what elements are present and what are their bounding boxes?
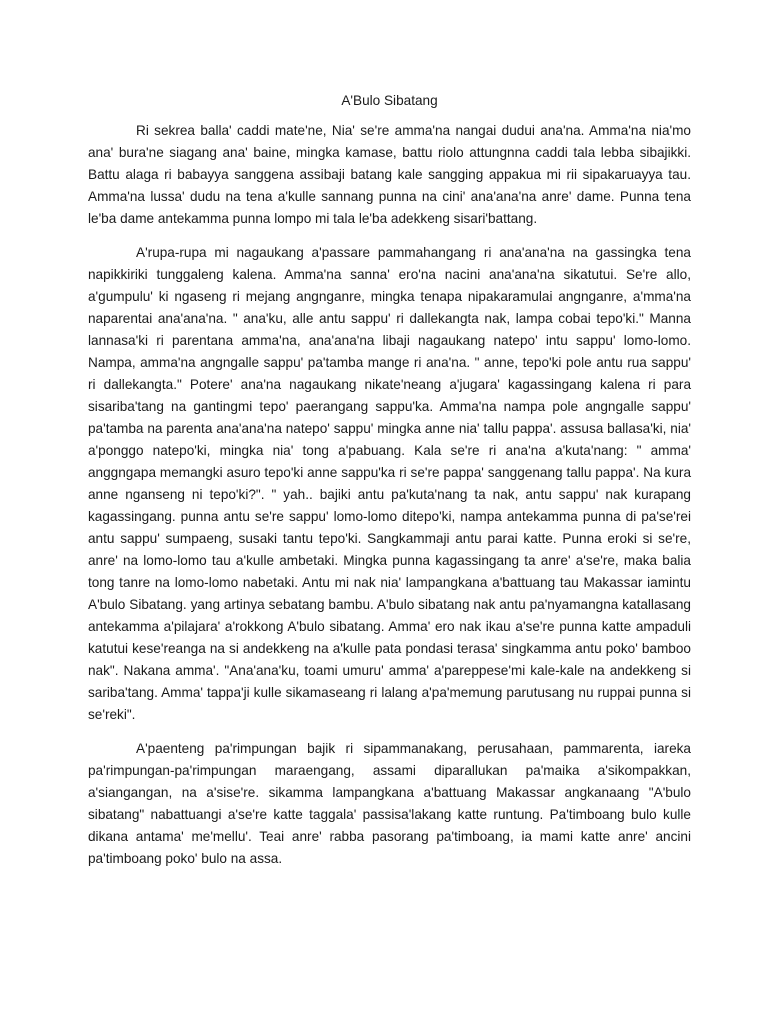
document-page <box>88 90 691 882</box>
paragraph-2: A'rupa-rupa mi nagaukang a'passare pammahangang ri ana'ana'na na gassingka tena napikkiriki tunggaleng kalena. Amma'na sanna' ero'na nacini ana'ana'na sikatutui. Se're allo, a'gumpulu' ki ngaseng ri mejang angnganre, mingka tenapa nipakaramulai angnganre, a'mma'na naparentai ana'ana'na. " ana'ku, alle antu sappu' ri dallekangta nak, lampa cobai tepo'ki." Manna lannasa'ki ri parentana amma'na, ana'ana'na libaji nagaukang natepo' intu sappu' lomo-lomo. Nampa, amma'na angngalle sappu' pa'tamba mange ri ana'na. " anne, tepo'ki pole antu rua sappu' ri dallekangta." Potere' ana'na nagaukang nikate'neang a'jugara' kagassingang kalena ri para sisariba'tang na gantingmi tepo' paerangang sappu'ka. Amma'na nampa pole angngalle sappu' pa'tamba na parenta ana'ana'na natepo' sappu' mingka anne nia' tallu pappa'. assusa ballasa'ki, nia' a'ponggo natepo'ki, mingka nia' tong a'pabuang. Kala se're ri ana'na a'kuta'nang: " amma' anggngapa memangki asuro tepo'ki anne sappu'ka ri se're pappa' sanggenang tallu pappa'. Na kura anne nganseng ni tepo'ki?". " yah.. bajiki antu pa'kuta'nang ta nak, antu sappu' nak kurapang kagassingang. punna antu se're sappu' lomo-lomo ditepo'ki, nampa antekamma punna di pa'se'rei antu sappu' sumpaeng, susaki tantu tepo'ki. Sangkammaji antu parai katte. Punna eroki si se're, anre' na lomo-lomo tau a'kulle ambetaki. Mingka punna kagassingang ta anre' a'se're, maka balia tong tanre na lomo-lomo nabetaki. Antu mi nak nia' lampangkana a'battuang tau Makassar iamintu A'bulo Sibatang. yang artinya sebatang bambu. A'bulo sibatang nak antu pa'nyamangna katallasang antekamma a'pilajara' a'rokkong A'bulo sibatang. Amma' ero nak ikau a'se're punna katte ampaduli katutui kese'reanga na si andekkeng na a'kulle pata pondasi terasa' singkamma antu poko' bamboo nak". Nakana amma'. "Ana'ana'ku, toami umuru' amma' a'pareppese'mi kale-kale na andekkeng si sariba'tang. Amma' tappa'ji kulle sikamaseang ri lalang a'pa'memung parutusang nu ruppai punna si se'reki". <box>88 245 691 722</box>
paragraph-1: Ri sekrea balla' caddi mate'ne, Nia' se're amma'na nangai dudui ana'na. Amma'na nia'mo ana' bura'ne siagang ana' baine, mingka kamase, battu riolo attungnna caddi tala lebba sibajikki. Battu alaga ri babayya sanggena assibaji batang kale sangging appakua mi rii sipakaruayya tau. Amma'na lussa' dudu na tena a'kulle sannang punna na cini' ana'ana'na anre' dame. Punna tena le'ba dame antekamma punna lompo mi tala le'ba adekkeng sisari'battang. <box>88 123 691 226</box>
document-title: A'Bulo Sibatang <box>341 93 438 108</box>
paragraph-3: A'paenteng pa'rimpungan bajik ri sipammanakang, perusahaan, pammarenta, iareka pa'rimpungan-pa'rimpungan maraengang, assami diparallukan pa'maika a'sikompakkan, a'siangangan, na a'sise're. sikamma lampangkana a'battuang Makassar angkanaang "A'bulo sibatang" nabattuangi a'se're katte taggala' passisa'lakang katte runtung. Pa'timboang bulo kulle dikana antama' me'mellu'. Teai anre' rabba pasorang pa'timboang, ia mami katte anre' ancini pa'timboang poko' bulo na assa. <box>88 741 691 866</box>
